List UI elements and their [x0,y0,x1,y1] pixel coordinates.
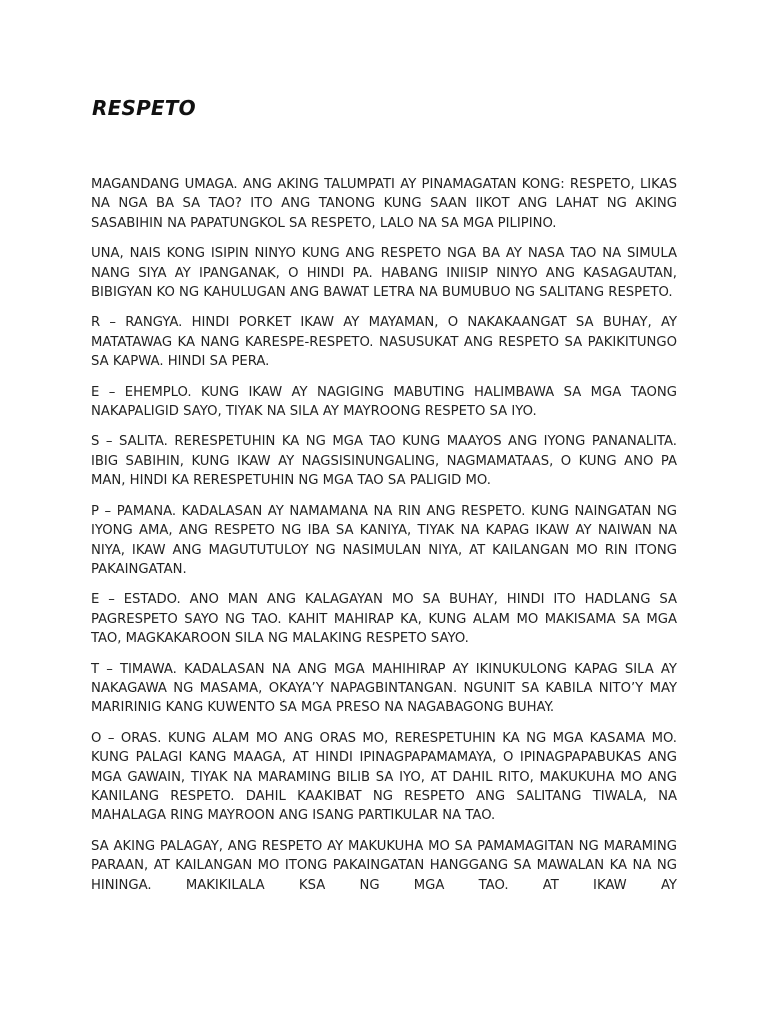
paragraph-o-oras: O – ORAS. KUNG ALAM MO ANG ORAS MO, RERESPETUHIN KA NG MGA KASAMA MO. KUNG PALAGI KANG MAAGA, AT HINDI IPINAGPAPAMAMAYA, O IPINAGPAPABUKAS ANG MGA GAWAIN, TIYAK NA MARAMING BILIB SA IYO, AT DAHIL RITO, MAKUKUHA MO ANG KANILANG RESPETO. DAHIL KAAKIBAT NG RESPETO ANG SALITANG TIWALA, NA MAHALAGA RING MAYROON ANG ISANG PARTIKULAR NA TAO. [91,730,677,824]
paragraph-p-pamana: P – PAMANA. KADALASAN AY NAMAMANA NA RIN ANG RESPETO. KUNG NAINGATAN NG IYONG AMA, ANG RESPETO NG IBA SA KANIYA, TIYAK NA KAPAG IKAW AY NAIWAN NA NIYA, IKAW ANG MAGUTUTULOY NG NASIMULAN NIYA, AT KAILANGAN MO RIN ITONG PAKAINGATAN. [91,503,677,577]
paragraph-s-salita: S – SALITA. RERESPETUHIN KA NG MGA TAO KUNG MAAYOS ANG IYONG PANANALITA. IBIG SABIHIN, KUNG IKAW AY NAGSISINUNGALING, NAGMAMATAAS, O KUNG ANO PA MAN, HINDI KA RERESPETUHIN NG MGA TAO SA PALIGID MO. [91,434,677,489]
paragraph-intro: MAGANDANG UMAGA. ANG AKING TALUMPATI AY PINAMAGATAN KONG: RESPETO, LIKAS NA NGA BA SA TAO? ITO ANG TANONG KUNG SAAN IIKOT ANG LAHAT NG AKING SASABIHIN NA PAPATUNGKOL SA RESPETO, LALO NA SA MGA PILIPINO. [91,177,677,231]
paragraph-e-estado: E – ESTADO. ANO MAN ANG KALAGAYAN MO SA BUHAY, HINDI ITO HADLANG SA PAGRESPETO SAYO NG TAO. KAHIT MAHIRAP KA, KUNG ALAM MO MAKISAMA SA MGA TAO, MAGKAKAROON SILA NG MALAKING RESPETO SAYO. [91,592,677,647]
document-title: RESPETO [92,96,196,120]
document-body [91,175,677,906]
paragraph-r-rangya: R – RANGYA. HINDI PORKET IKAW AY MAYAMAN, O NAKAKAANGAT SA BUHAY, AY MATATAWAG KA NANG KARESPE-RESPETO. NASUSUKAT ANG RESPETO SA PAKIKITUNGO SA KAPWA. HINDI SA PERA. [91,315,677,370]
paragraph-una: UNA, NAIS KONG ISIPIN NINYO KUNG ANG RESPETO NGA BA AY NASA TAO NA SIMULA NANG SIYA AY IPANGANAK, O HINDI PA. HABANG INIISIP NINYO ANG KASAGAUTAN, BIBIGYAN KO NG KAHULUGAN ANG BAWAT LETRA NA BUMUBUO NG SALITANG RESPETO. [91,246,677,301]
paragraph-conclusion: SA AKING PALAGAY, ANG RESPETO AY MAKUKUHA MO SA PAMAMAGITAN NG MARAMING PARAAN, AT KAILANGAN MO ITONG PAKAINGATAN HANGGANG SA MAWALAN KA NA NG HININGA. MAKIKILALA KSA NG MGA TAO. AT IKAW AY [91,838,677,893]
paragraph-t-timawa: T – TIMAWA. KADALASAN NA ANG MGA MAHIHIRAP AY IKINUKULONG KAPAG SILA AY NAKAGAWA NG MASAMA, OKAYA’Y NAPAGBINTANGAN. NGUNIT SA KABILA NITO’Y MAY MARIRINIG KANG KUWENTO SA MGA PRESO NA NAGABAGONG BUHAY. [91,661,677,716]
paragraph-e-ehemplo: E – EHEMPLO. KUNG IKAW AY NAGIGING MABUTING HALIMBAWA SA MGA TAONG NAKAPALIGID SAYO, TIYAK NA SILA AY MAYROONG RESPETO SA IYO. [91,384,677,420]
